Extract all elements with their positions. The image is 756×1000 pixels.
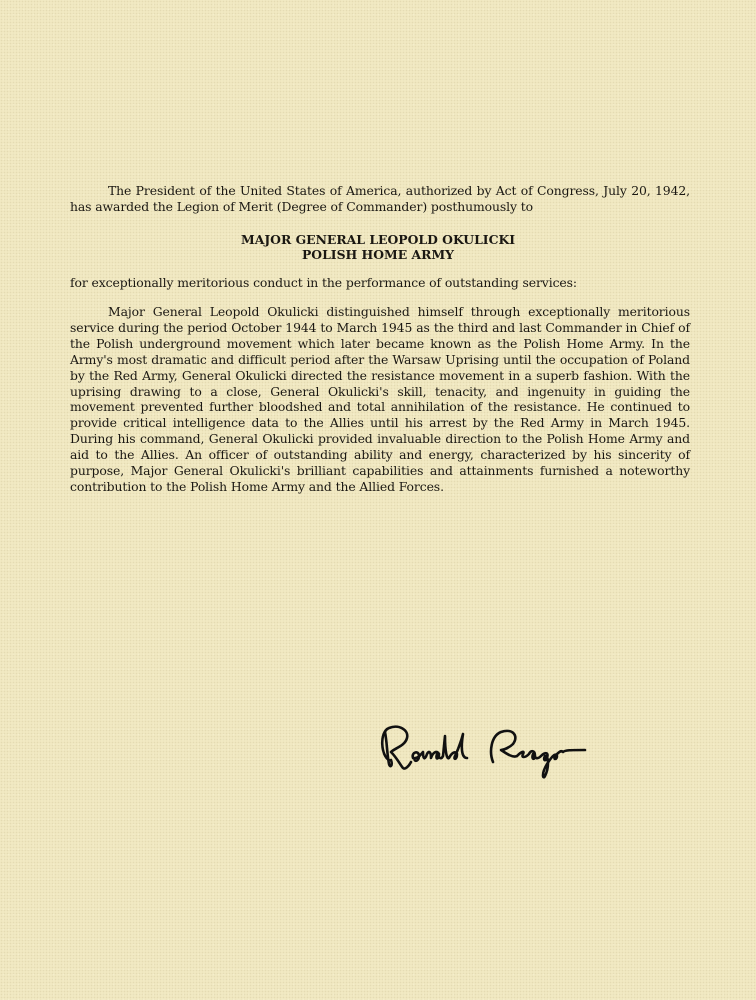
lead-in-line: for exceptionally meritorious conduct in the performance of outstanding services: [70, 275, 577, 290]
intro-paragraph: The President of the United States of America, authorized by Act of Congress, July 20, 1942, has awarded the Legion of Merit (Degree of Commander) posthumously to [70, 183, 690, 215]
signature-stroke-r-stem [385, 732, 392, 766]
signature-stroke-onald [413, 734, 467, 761]
citation-paragraph: Major General Leopold Okulicki distinguished himself through exceptionally meritorious service during the period October 1944 to March 1945 as the third and last Commander in Chief of the Polish underground movement which later became known as the Polish Home Army. In the Army's most dramatic and difficult period after the Warsaw Uprising until the occupation of Poland by the Red Army, General Okulicki directed the resistance movement in a superb fashion. With the uprising drawing to a close, General Okulicki's skill, tenacity, and ingenuity in guiding the movement prevented further bloodshed and total annihilation of the resistance. He continued to provide critical intelligence data to the Allies until his arrest by the Red Army in March 1945. During his command, General Okulicki provided invaluable direction to the Polish Home Army and aid to the Allies. An officer of outstanding ability and energy, characterized by his sincerity of purpose, Major General Okulicki's brilliant capabilities and attainments furnished a noteworthy contribution to the Polish Home Army and the Allied Forces. [70, 304, 690, 494]
signature-stroke-reagan-r [491, 731, 517, 762]
signature [375, 712, 615, 792]
signature-stroke-eagan [517, 750, 585, 777]
recipient-unit: POLISH HOME ARMY [301, 247, 455, 262]
recipient-name: MAJOR GENERAL LEOPOLD OKULICKI [240, 232, 516, 247]
recipient-heading [0, 232, 756, 262]
